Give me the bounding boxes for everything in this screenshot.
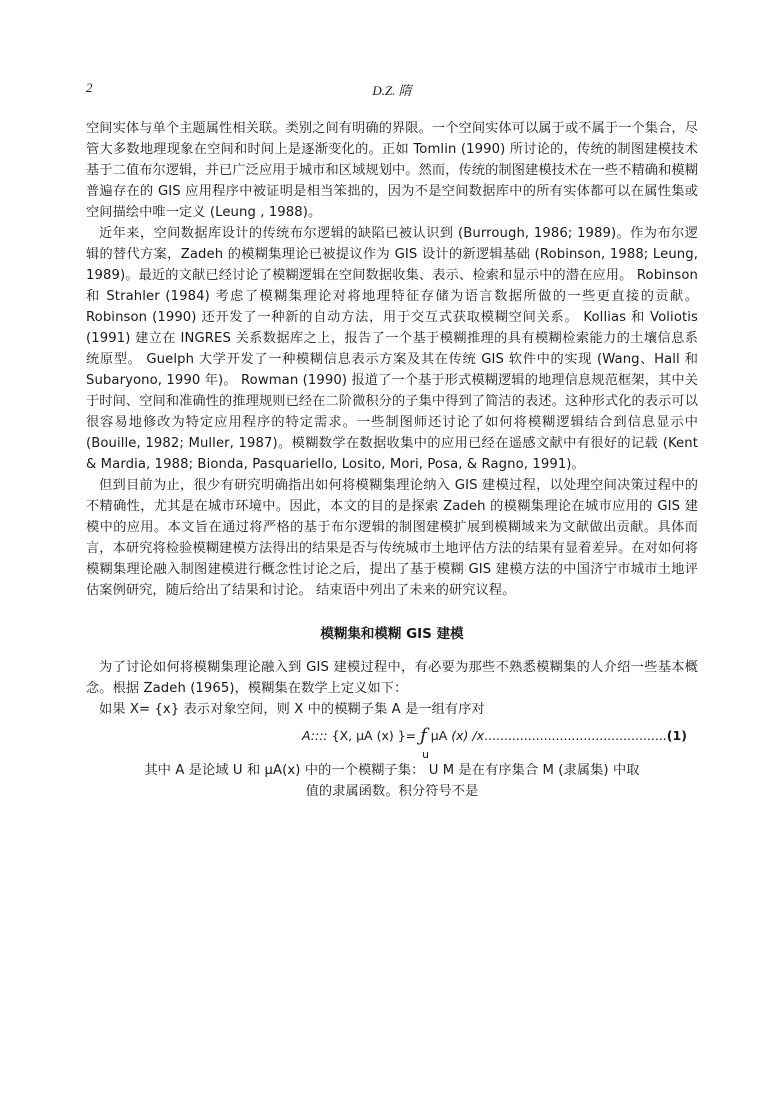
formula-lhs: A:::: bbox=[302, 728, 328, 743]
formula-dots: .............................................. bbox=[484, 728, 667, 743]
section-heading: 模糊集和模糊 GIS 建模 bbox=[320, 626, 464, 642]
paragraph-6: 其中 A 是论域 U 和 μA(x) 中的一个模糊子集： U M 是在有序集合 M (隶属集) 中取 bbox=[144, 763, 640, 778]
equation-1 bbox=[86, 722, 698, 760]
formula-set: {X, μA (x) }= bbox=[331, 728, 417, 743]
formula-integrand: μA bbox=[430, 728, 448, 743]
integral-sign: ƒ bbox=[420, 725, 427, 746]
page-number: 2 bbox=[86, 80, 93, 95]
page-header bbox=[86, 80, 698, 98]
formula-tail: (x) /x bbox=[451, 728, 484, 743]
paragraph-7: 值的隶属函数。积分符号不是 bbox=[305, 784, 479, 799]
paragraph-3: 但到目前为止，很少有研究明确指出如何将模糊集理论纳入 GIS 建模过程，以处理空间决策过程中的不精确性，尤其是在城市环境中。因此，本文的目的是探索 Zadeh 的模糊集理论在城市应用的 GIS 建模中的应用。本文旨在通过将严格的基于布尔逻辑的制图建模扩展到模糊域来为文献做出贡献。具体而言，本研究将检验模糊建模方法得出的结果是否与传统城市土地评估方法的结果有显着差异。在对如何将模糊集理论融入制图建模进行概念性讨论之后，提出了基于模糊 GIS 建模方法的中国济宁市城市土地评估案例研究，随后给出了结果和讨论。 结束语中列出了未来的研究议程。 bbox=[86, 478, 698, 598]
paragraph-5: 如果 X= {x} 表示对象空间，则 X 中的模糊子集 A 是一组有序对 bbox=[99, 702, 485, 717]
paragraph-1: 空间实体与单个主题属性相关联。类别之间有明确的界限。一个空间实体可以属于或不属于一个集合，尽管大多数地理现象在空间和时间上是逐渐变化的。正如 Tomlin (1990) 所讨论的，传统的制图建模技术基于二值布尔逻辑，并已广泛应用于城市和区域规划中。然而，传统的制图建模技术在一些不精确和模糊普遍存在的 GIS 应用程序中被证明是相当笨拙的，因为不是空间数据库中的所有实体都可以在属性集或空间描绘中唯一定义 (Leung , 1988)。 bbox=[86, 121, 698, 220]
article-body bbox=[86, 118, 698, 802]
running-head: D.Z. 隋 bbox=[372, 83, 412, 98]
equation-number: (1) bbox=[666, 728, 687, 743]
paragraph-2: 近年来，空间数据库设计的传统布尔逻辑的缺陷已被认识到 (Burrough, 1986; 1989)。作为布尔逻辑的替代方案，Zadeh 的模糊集理论已被提议作为 GIS 设计的新逻辑基础 (Robinson, 1988; Leung, 1989)。最近的文献已经讨论了模糊逻辑在空间数据收集、表示、检索和显示中的潜在应用。 Robinson 和 Strahler (1984) 考虑了模糊集理论对将地理特征存储为语言数据所做的一些更直接的贡献。 Robinson (1990) 还开发了一种新的自动方法，用于交互式获取模糊空间关系。 Kollias 和 Voliotis (1991) 建立在 INGRES 关系数据库之上，报告了一个基于模糊推理的具有模糊检索能力的土壤信息系统原型。 Guelph 大学开发了一种模糊信息表示方案及其在传统 GIS 软件中的实现 (Wang、Hall 和 Subaryono, 1990 年)。 Rowman (1990) 报道了一个基于形式模糊逻辑的地理信息规范框架，其中关于时间、空间和准确性的推理规则已经在二阶微积分的子集中得到了简洁的表述。这种形式化的表示可以很容易地修改为特定应用程序的特定需求。一些制图师还讨论了如何将模糊逻辑结合到信息显示中 (Bouille, 1982; Muller, 1987)。模糊数学在数据收集中的应用已经在遥感文献中有很好的记载 (Kent & Mardia, 1988; Bionda, Pasquariello, Losito, Mori, Posa, & Ragno, 1991)。 bbox=[86, 226, 698, 472]
integral-subscript: u bbox=[422, 748, 429, 761]
paragraph-4: 为了讨论如何将模糊集理论融入到 GIS 建模过程中，有必要为那些不熟悉模糊集的人介绍一些基本概念。根据 Zadeh (1965)，模糊集在数学上定义如下： bbox=[86, 660, 698, 696]
